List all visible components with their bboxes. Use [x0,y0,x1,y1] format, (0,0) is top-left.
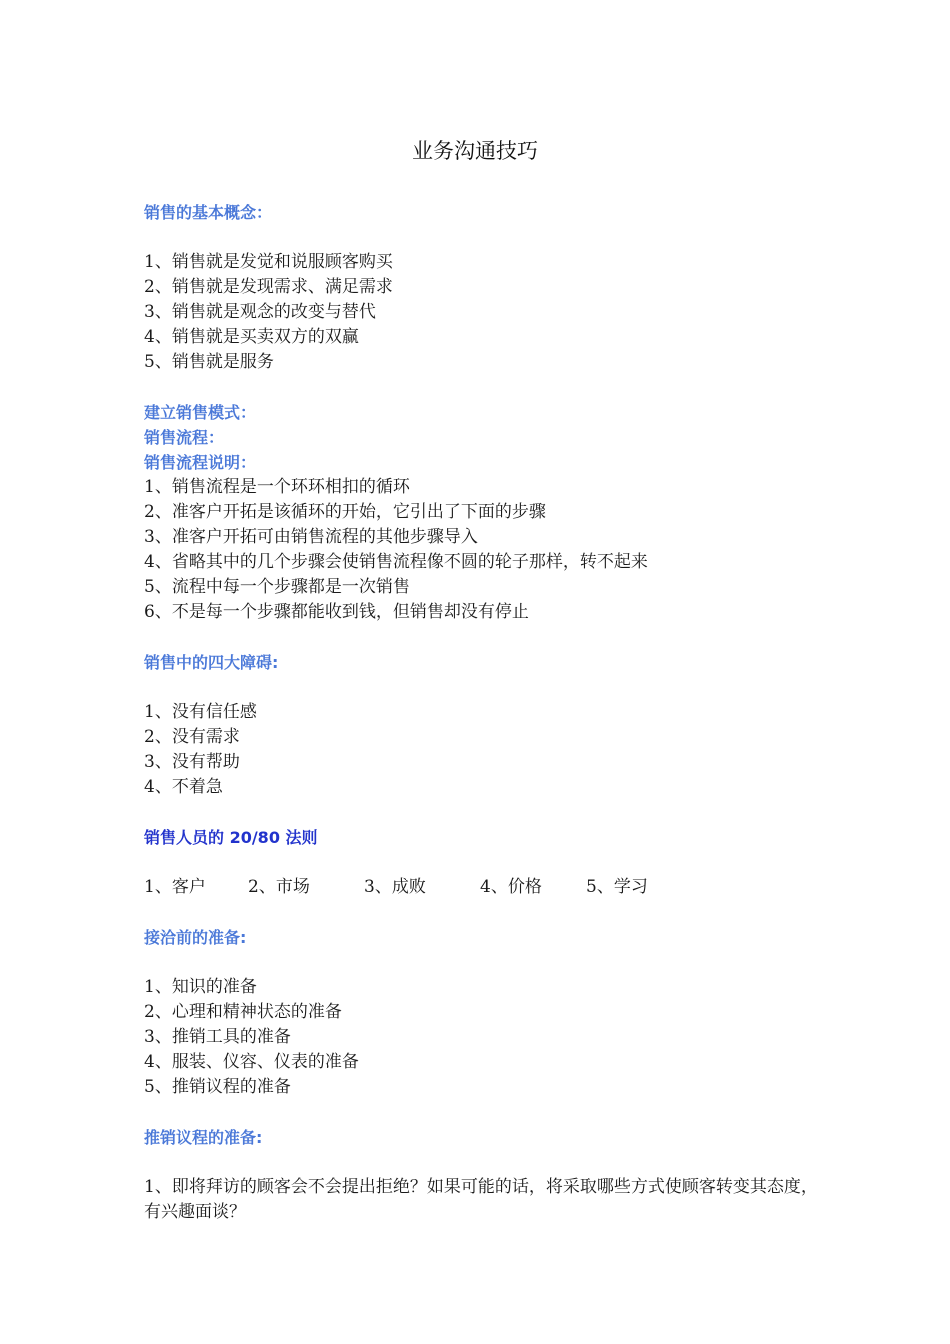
spacer [144,950,824,975]
list-item: 1、即将拜访的顾客会不会提出拒绝？如果可能的话，将采取哪些方式使顾客转变其态度，有兴趣面谈？ [144,1177,818,1222]
list-item: 4、服装、仪容、仪表的准备 [144,1052,359,1072]
list-item: 3、没有帮助 [144,752,240,772]
list-item: 3、成败 [364,877,426,897]
section-heading-obstacles: 销售中的四大障碍: [144,653,279,672]
spacer [144,675,824,700]
section-heading-concept: 销售的基本概念： [144,203,273,222]
spacer [144,1150,824,1175]
list-item: 5、推销议程的准备 [144,1077,291,1097]
list-item: 1、客户 [144,877,206,897]
list-item: 3、推销工具的准备 [144,1027,291,1047]
list-item: 4、省略其中的几个步骤会使销售流程像不圆的轮子那样，转不起来 [144,552,648,572]
list-item: 2、准客户开拓是该循环的开始，它引出了下面的步骤 [144,502,546,522]
list-item: 1、销售流程是一个环环相扣的循环 [144,477,410,497]
list-item: 4、销售就是买卖双方的双赢 [144,327,359,347]
list-item: 5、学习 [586,877,648,897]
document-body [144,200,824,1225]
spacer [144,225,824,250]
section-heading-agenda: 推销议程的准备: [144,1128,263,1147]
spacer [144,375,824,400]
list-item: 1、知识的准备 [144,977,257,997]
list-item: 2、销售就是发现需求、满足需求 [144,277,393,297]
list-item: 3、准客户开拓可由销售流程的其他步骤导入 [144,527,478,547]
list-item: 1、没有信任感 [144,702,257,722]
spacer [144,625,824,650]
list-item: 5、销售就是服务 [144,352,274,372]
spacer [144,1100,824,1125]
spacer [144,800,824,825]
list-item: 3、销售就是观念的改变与替代 [144,302,376,322]
section-heading-model: 建立销售模式： [144,403,257,422]
list-item: 6、不是每一个步骤都能收到钱，但销售却没有停止 [144,602,529,622]
list-item: 4、不着急 [144,777,223,797]
list-item: 4、价格 [480,877,542,897]
list-item: 2、市场 [248,877,310,897]
list-item: 1、销售就是发觉和说服顾客购买 [144,252,393,272]
list-item: 2、没有需求 [144,727,240,747]
list-item: 5、流程中每一个步骤都是一次销售 [144,577,410,597]
spacer [144,850,824,875]
document-title: 业务沟通技巧 [412,139,538,163]
spacer [144,900,824,925]
rule-items-row [144,875,824,900]
section-heading-preparation: 接洽前的准备: [144,928,247,947]
section-subheading-process: 销售流程： [144,428,225,447]
list-item: 2、心理和精神状态的准备 [144,1002,342,1022]
section-subheading-explain: 销售流程说明： [144,453,257,472]
section-heading-rule: 销售人员的 20/80 法则 [144,828,318,847]
